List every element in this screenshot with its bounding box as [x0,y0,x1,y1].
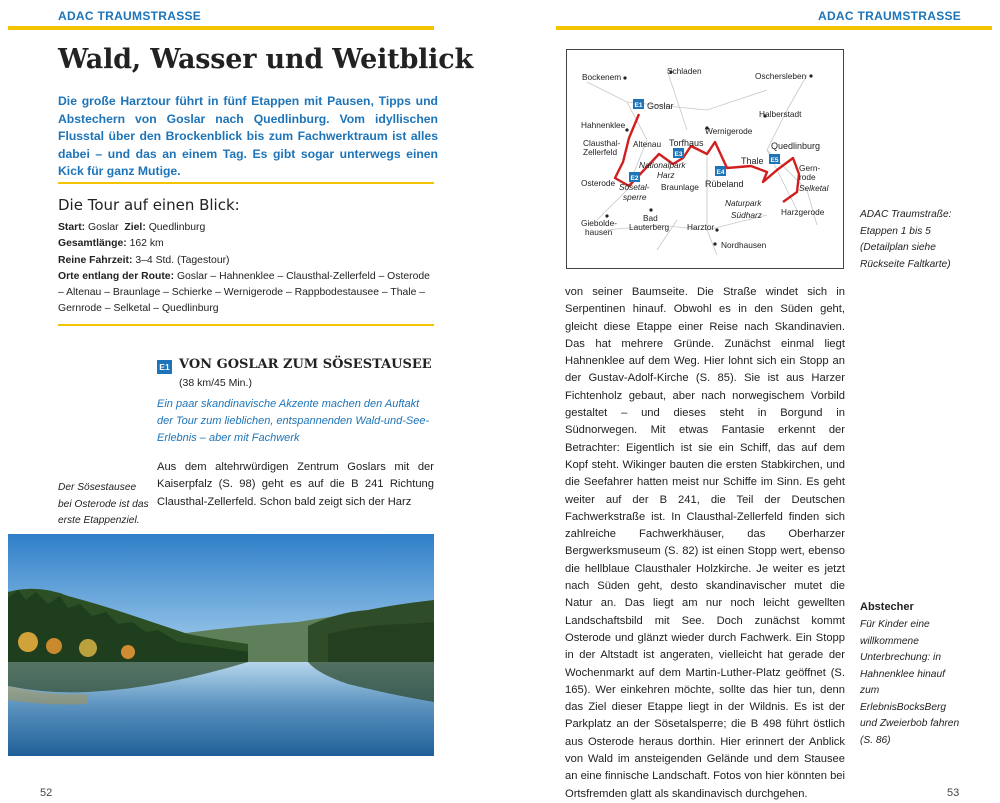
map-label-7: Clausthal- [583,138,621,148]
page-number-right: 53 [947,787,960,799]
stage-body-text: Aus dem altehrwürdigen Zentrum Goslars mit der Kaiserpfalz (S. 98) geht es auf die B 241 Richtung Clausthal-Zellerfeld. Schon bald zeigt sich der Harz [157,461,434,508]
map-stage-e5: E5 [770,157,779,164]
map-label-12: Nationalpark [639,160,686,170]
map-label-16: rode [799,172,816,182]
map-label-1: Schladen [667,66,702,76]
map-label-4: Halberstadt [759,109,802,119]
divider-top [58,182,434,184]
map-label-25: Harzgerode [781,207,825,217]
intro-text: Die große Harztour führt in fünf Etappen mit Pausen, Tipps und Abstechern von Goslar nach Quedlinburg. Vom idyllischen Flusstal über den Brockenblick bis zum Fachwerktraum ist alles dabei – und das an einem Tag. Es gibt sogar unterwegs einen Kick für ganz Mutige. [58,94,438,179]
map-label-28: Bad [643,213,658,223]
map-label-6: Wernigerode [705,126,753,136]
map-label-22: sperre [623,192,647,202]
stage-title: VON GOSLAR ZUM SÖSESTAUSEE [179,357,432,372]
map-label-2: Oschersleben [755,71,807,81]
stage-distance: (38 km/45 Min.) [179,377,252,389]
fact-time: Reine Fahrzeit: 3–4 Std. (Tagestour) [58,254,230,266]
map-label-11: Quedlinburg [771,141,821,151]
header-rule-left [8,26,434,30]
map-caption: ADAC Traumstraße: Etappen 1 bis 5 (Detailplan siehe Rückseite Faltkarte) [860,209,952,270]
fact-length: Gesamtlänge: 162 km [58,238,164,250]
map-stage-e2: E2 [630,175,639,182]
map-label-24: Südharz [731,210,762,220]
divider-bottom [58,324,434,326]
running-header-left: ADAC TRAUMSTRASSE [58,9,202,23]
aside-heading: Abstecher [860,601,914,613]
map-label-30: Harztor [687,222,715,232]
photo-caption: Der Sösestausee bei Osterode ist das erste Etappenziel. [58,482,149,526]
glance-heading: Die Tour auf einen Blick: [58,196,240,214]
map-label-21: Sösetal- [619,182,650,192]
tour-facts [58,220,438,318]
page-title: Wald, Wasser und Weitblick [58,44,473,75]
main-body-text: von seiner Baumseite. Die Straße windet sich in Serpentinen hinauf. Obwohl es in den Süden geht, gleicht diese Etappe einer Reise nach Skandinavien. Das hat mehrere Gründe. Zunächst einmal liegt Hahnenklee auf dem Weg. Hier lohnt sich ein Stopp an der Gustav-Adolf-Kirche (S. 85). Sie ist aus Harzer Fichtenholz gebaut, aber nach norwegischem Vorbild gestaltet – und dieses steht in Borgund in Südnorwegen. Mit etwas Fantasie erkennt der Betrachter: Eigentlich ist sie ein Schiff, das auf dem Kopf steht. Wikinger bauten die ersten Stabkirchen, und die Seefahrer hatten meist nur Schiffe im Sinn. Es geht weiter auf der B 241, die Teil der Deutschen Fachwerkstraße ist. In Clausthal-Zellerfeld finden sich zahlreiche Fachwerkhäuser, das Oberharzer Bergwerksmuseum (S. 82) ist einen Stopp wert, ebenso die hellblaue Clausthaler Holzkirche. Je weiter es jetzt nach Süden geht, desto skandinavischer mutet die Natur an. Das liegt am nur noch leicht gewellten Landschaftsbild mit See. Doch zunächst kommt Osterode und glänzt wieder durch Fachwerk. Ein Stopp in der Altstadt ist angeraten, vielleicht hat gerade der Wochenmarkt auf dem Martin-Luther-Platz geöffnet (S. 165). Wer einkehren möchte, sollte das hier tun, denn das Ziel dieser Etappe liegt in der Wildnis. Es ist der Parkplatz an der Sösetalsperre; die B 498 führt östlich aus Osterode heraus dorthin. Hier erinnert der Anblick von Wald im ansteigenden Gelände und dem Stausee an eine finnische Landschaft. Fotos von hier könnten bei Ortsfremden glatt als skandinavisch durchgehen. [565,286,845,800]
route-map [566,49,844,269]
map-label-17: Osterode [581,178,616,188]
running-header-right: ADAC TRAUMSTRASSE [818,9,962,23]
stage-badge: E1 [157,360,172,374]
fact-places: Orte entlang der Route: Goslar – Hahnenklee – Clausthal-Zellerfeld – Osterode – Altenau – Braunlage – Schierke – Wernigerode – Rappbodestausee – Thale – Gernrode – Selketal – Quedlinburg [58,270,430,315]
aside-text: Für Kinder eine willkommene Unterbrechung: in Hahnenklee hinauf zum ErlebnisBocksBerg und Zweierbob fahren (S. 86) [860,619,960,746]
map-label-26: Gieboldе- [581,218,617,228]
map-label-10: Torfhaus [669,138,704,148]
fact-start-ziel: Start: Goslar Ziel: Quedlinburg [58,222,206,233]
map-label-8: Zellerfeld [583,147,618,157]
map-label-0: Bockenem [582,72,622,82]
map-label-31: Nordhausen [721,240,767,250]
map-label-29: Lauterberg [629,222,670,232]
map-label-23: Naturpark [725,198,762,208]
map-stage-e4: E4 [716,169,725,176]
map-label-3: Goslar [647,101,674,111]
map-label-5: Hahnenklee [581,120,626,130]
map-label-15: Gern- [799,163,821,173]
map-label-20: Selketal [799,183,829,193]
map-label-19: Rübeland [705,179,744,189]
map-label-14: Thale [741,156,764,166]
map-label-18: Braunlage [661,182,699,192]
stage-lead: Ein paar skandinavische Akzente machen den Auftakt der Tour zum lieblichen, entspannenden Wald-und-See-Erlebnis – aber mit Fachwerk [157,398,430,444]
map-label-9: Altenau [633,139,662,149]
map-label-27: hausen [585,227,613,237]
map-stage-e3: E3 [674,151,683,158]
page-number-left: 52 [40,787,53,799]
map-label-13: Harz [657,170,675,180]
route-map-svg [567,50,843,268]
map-stage-e1: E1 [634,102,643,109]
lake-photo [8,534,434,756]
header-rule-right [556,26,992,30]
